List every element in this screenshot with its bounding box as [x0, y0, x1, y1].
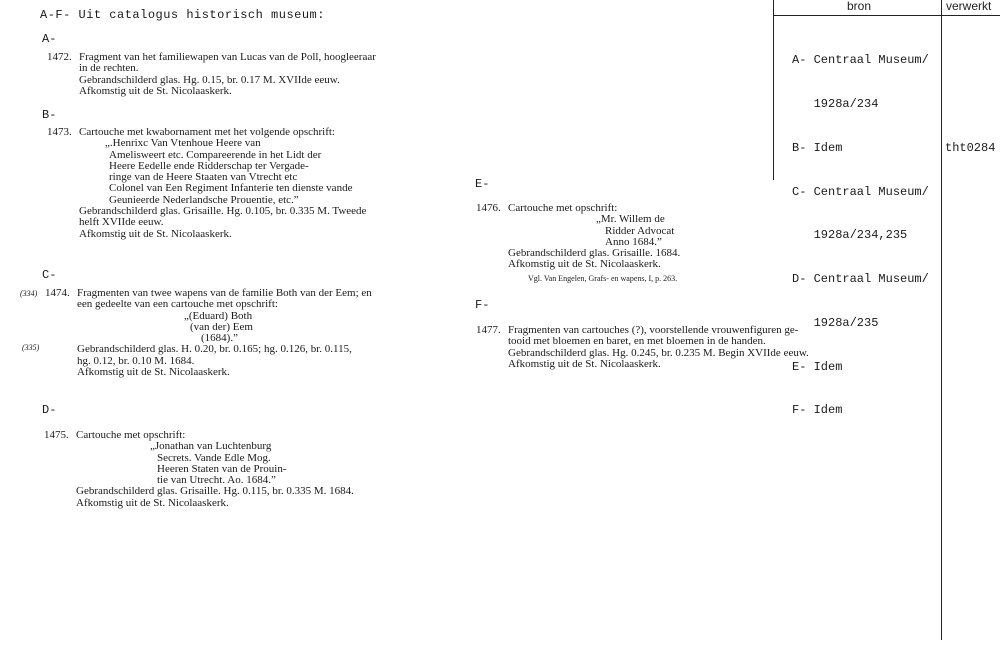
- section-marker-c: C-: [42, 268, 57, 282]
- inscription-line: Amelisweert etc. Compareerende in het Lidt der: [109, 148, 322, 161]
- entry-line: Gebrandschilderd glas. Grisaille. Hg. 0.105, br. 0.335 M. Tweede: [79, 205, 367, 218]
- entry-number: 1476.: [476, 202, 501, 214]
- header-bron: bron: [847, 0, 872, 13]
- entry-number: 1475.: [44, 429, 69, 441]
- bron-line: C- Centraal Museum/: [792, 184, 929, 199]
- inscription-line: Anno 1684.”: [605, 235, 662, 248]
- inscription-line: Heere Eedelle ende Ridderschap ter Vergade-: [109, 159, 309, 172]
- entry-line: Afkomstig uit de St. Nicolaaskerk.: [79, 227, 232, 240]
- column-divider: [773, 0, 774, 180]
- inscription-line: (1684).”: [201, 332, 238, 345]
- entry-line: Fragmenten van twee wapens van de familie Both van der Eem; en: [77, 287, 372, 299]
- entry-line: Afkomstig uit de St. Nicolaaskerk.: [508, 357, 661, 370]
- inscription-line: (van der) Eem: [190, 320, 253, 333]
- inscription-line: Colonel van Een Regiment Infanterie ten dienste vande: [109, 182, 353, 195]
- section-marker-e: E-: [475, 177, 490, 191]
- section-marker-a: A-: [42, 32, 57, 46]
- entry-line: Afkomstig uit de St. Nicolaaskerk.: [79, 84, 232, 97]
- bron-list: [792, 24, 929, 447]
- catalog-entry-1476: [476, 202, 681, 284]
- bron-line: E- Idem: [792, 359, 843, 374]
- inscription-line: „Mr. Willem de: [596, 213, 665, 226]
- catalog-entry-1474: [45, 287, 372, 379]
- bron-line: B- Idem: [792, 140, 843, 155]
- entry-number: 1473.: [47, 126, 72, 138]
- entry-line: Fragmenten van cartouches (?), voorstellende vrouwenfiguren ge-: [508, 324, 799, 336]
- section-marker-d: D-: [42, 403, 57, 417]
- section-marker-f: F-: [475, 298, 490, 312]
- document-heading: A-F- Uit catalogus historisch museum:: [40, 8, 325, 22]
- entry-line: tooid met bloemen en baret, en met bloemen in de handen.: [508, 335, 766, 348]
- catalog-entry-1472: [47, 51, 376, 97]
- inscription-line: tie van Utrecht. Ao. 1684.”: [157, 474, 276, 487]
- entry-number: 1474.: [45, 287, 70, 299]
- entry-line: Gebrandschilderd glas. Grisaille. 1684.: [508, 247, 681, 260]
- entry-line: helft XVIIde eeuw.: [79, 216, 164, 229]
- inscription-line: Secrets. Vande Edle Mog.: [157, 451, 271, 464]
- entry-number: 1477.: [476, 324, 501, 336]
- entry-line: Afkomstig uit de St. Nicolaaskerk.: [77, 366, 230, 379]
- inscription-line: Ridder Advocat: [605, 224, 675, 237]
- entry-line: hg. 0.12, br. 0.10 M. 1684.: [77, 354, 195, 367]
- margin-note: (334): [20, 289, 38, 298]
- entry-line: Fragment van het familiewapen van Lucas van de Poll, hoogleeraar: [79, 51, 376, 63]
- bron-line: F- Idem: [792, 403, 843, 418]
- header-verwerkt: verwerkt: [946, 0, 992, 13]
- entry-line: Gebrandschilderd glas. H. 0.20, br. 0.165; hg. 0.126, br. 0.115,: [77, 343, 352, 356]
- entry-line: Gebrandschilderd glas. Grisaille. Hg. 0.115, br. 0.335 M. 1684.: [76, 485, 354, 498]
- inscription-line: „(Eduard) Both: [184, 309, 253, 322]
- reference-note: Vgl. Van Engelen, Grafs- en wapens, I, p. 263.: [528, 273, 678, 283]
- bron-line: 1928a/234,235: [792, 228, 908, 243]
- bron-line: 1928a/234: [792, 96, 879, 111]
- entry-number: 1472.: [47, 51, 72, 63]
- entry-line: Cartouche met kwabornament met het volgende opschrift:: [79, 126, 335, 138]
- inscription-line: „.Henrixc Van Vtenhoue Heere van: [105, 137, 261, 150]
- header-rule: [773, 15, 1000, 16]
- margin-note: (335): [22, 343, 40, 352]
- entry-line: Cartouche met opschrift:: [76, 429, 186, 441]
- inscription-line: Geunieerde Nederlandsche Prouentie, etc.”: [109, 193, 299, 206]
- entry-line: in de rechten.: [79, 62, 139, 75]
- bron-line: D- Centraal Museum/: [792, 272, 929, 287]
- entry-line: Cartouche met opschrift:: [508, 202, 618, 214]
- bron-line: A- Centraal Museum/: [792, 53, 929, 68]
- inscription-line: „Jonathan van Luchtenburg: [150, 440, 272, 453]
- entry-line: Gebrandschilderd glas. Hg. 0.245, br. 0.235 M. Begin XVIIde eeuw.: [508, 346, 809, 359]
- entry-line: Gebrandschilderd glas. Hg. 0.15, br. 0.17 M. XVIIde eeuw.: [79, 73, 340, 86]
- bron-line: 1928a/235: [792, 315, 879, 330]
- catalog-entry-1473: [47, 126, 367, 240]
- inscription-line: ringe van de Heere Staaten van Vtrecht etc: [109, 171, 298, 184]
- entry-line: Afkomstig uit de St. Nicolaaskerk.: [508, 258, 661, 271]
- entry-line: een gedeelte van een cartouche met opschrift:: [77, 298, 278, 311]
- entry-line: Afkomstig uit de St. Nicolaaskerk.: [76, 496, 229, 509]
- verwerkt-code: tht0284: [945, 141, 996, 155]
- section-marker-b: B-: [42, 108, 57, 122]
- catalog-entry-1475: [44, 429, 354, 509]
- column-divider: [941, 0, 942, 640]
- catalog-entry-1477: [476, 324, 809, 370]
- inscription-line: Heeren Staten van de Prouin-: [157, 462, 287, 475]
